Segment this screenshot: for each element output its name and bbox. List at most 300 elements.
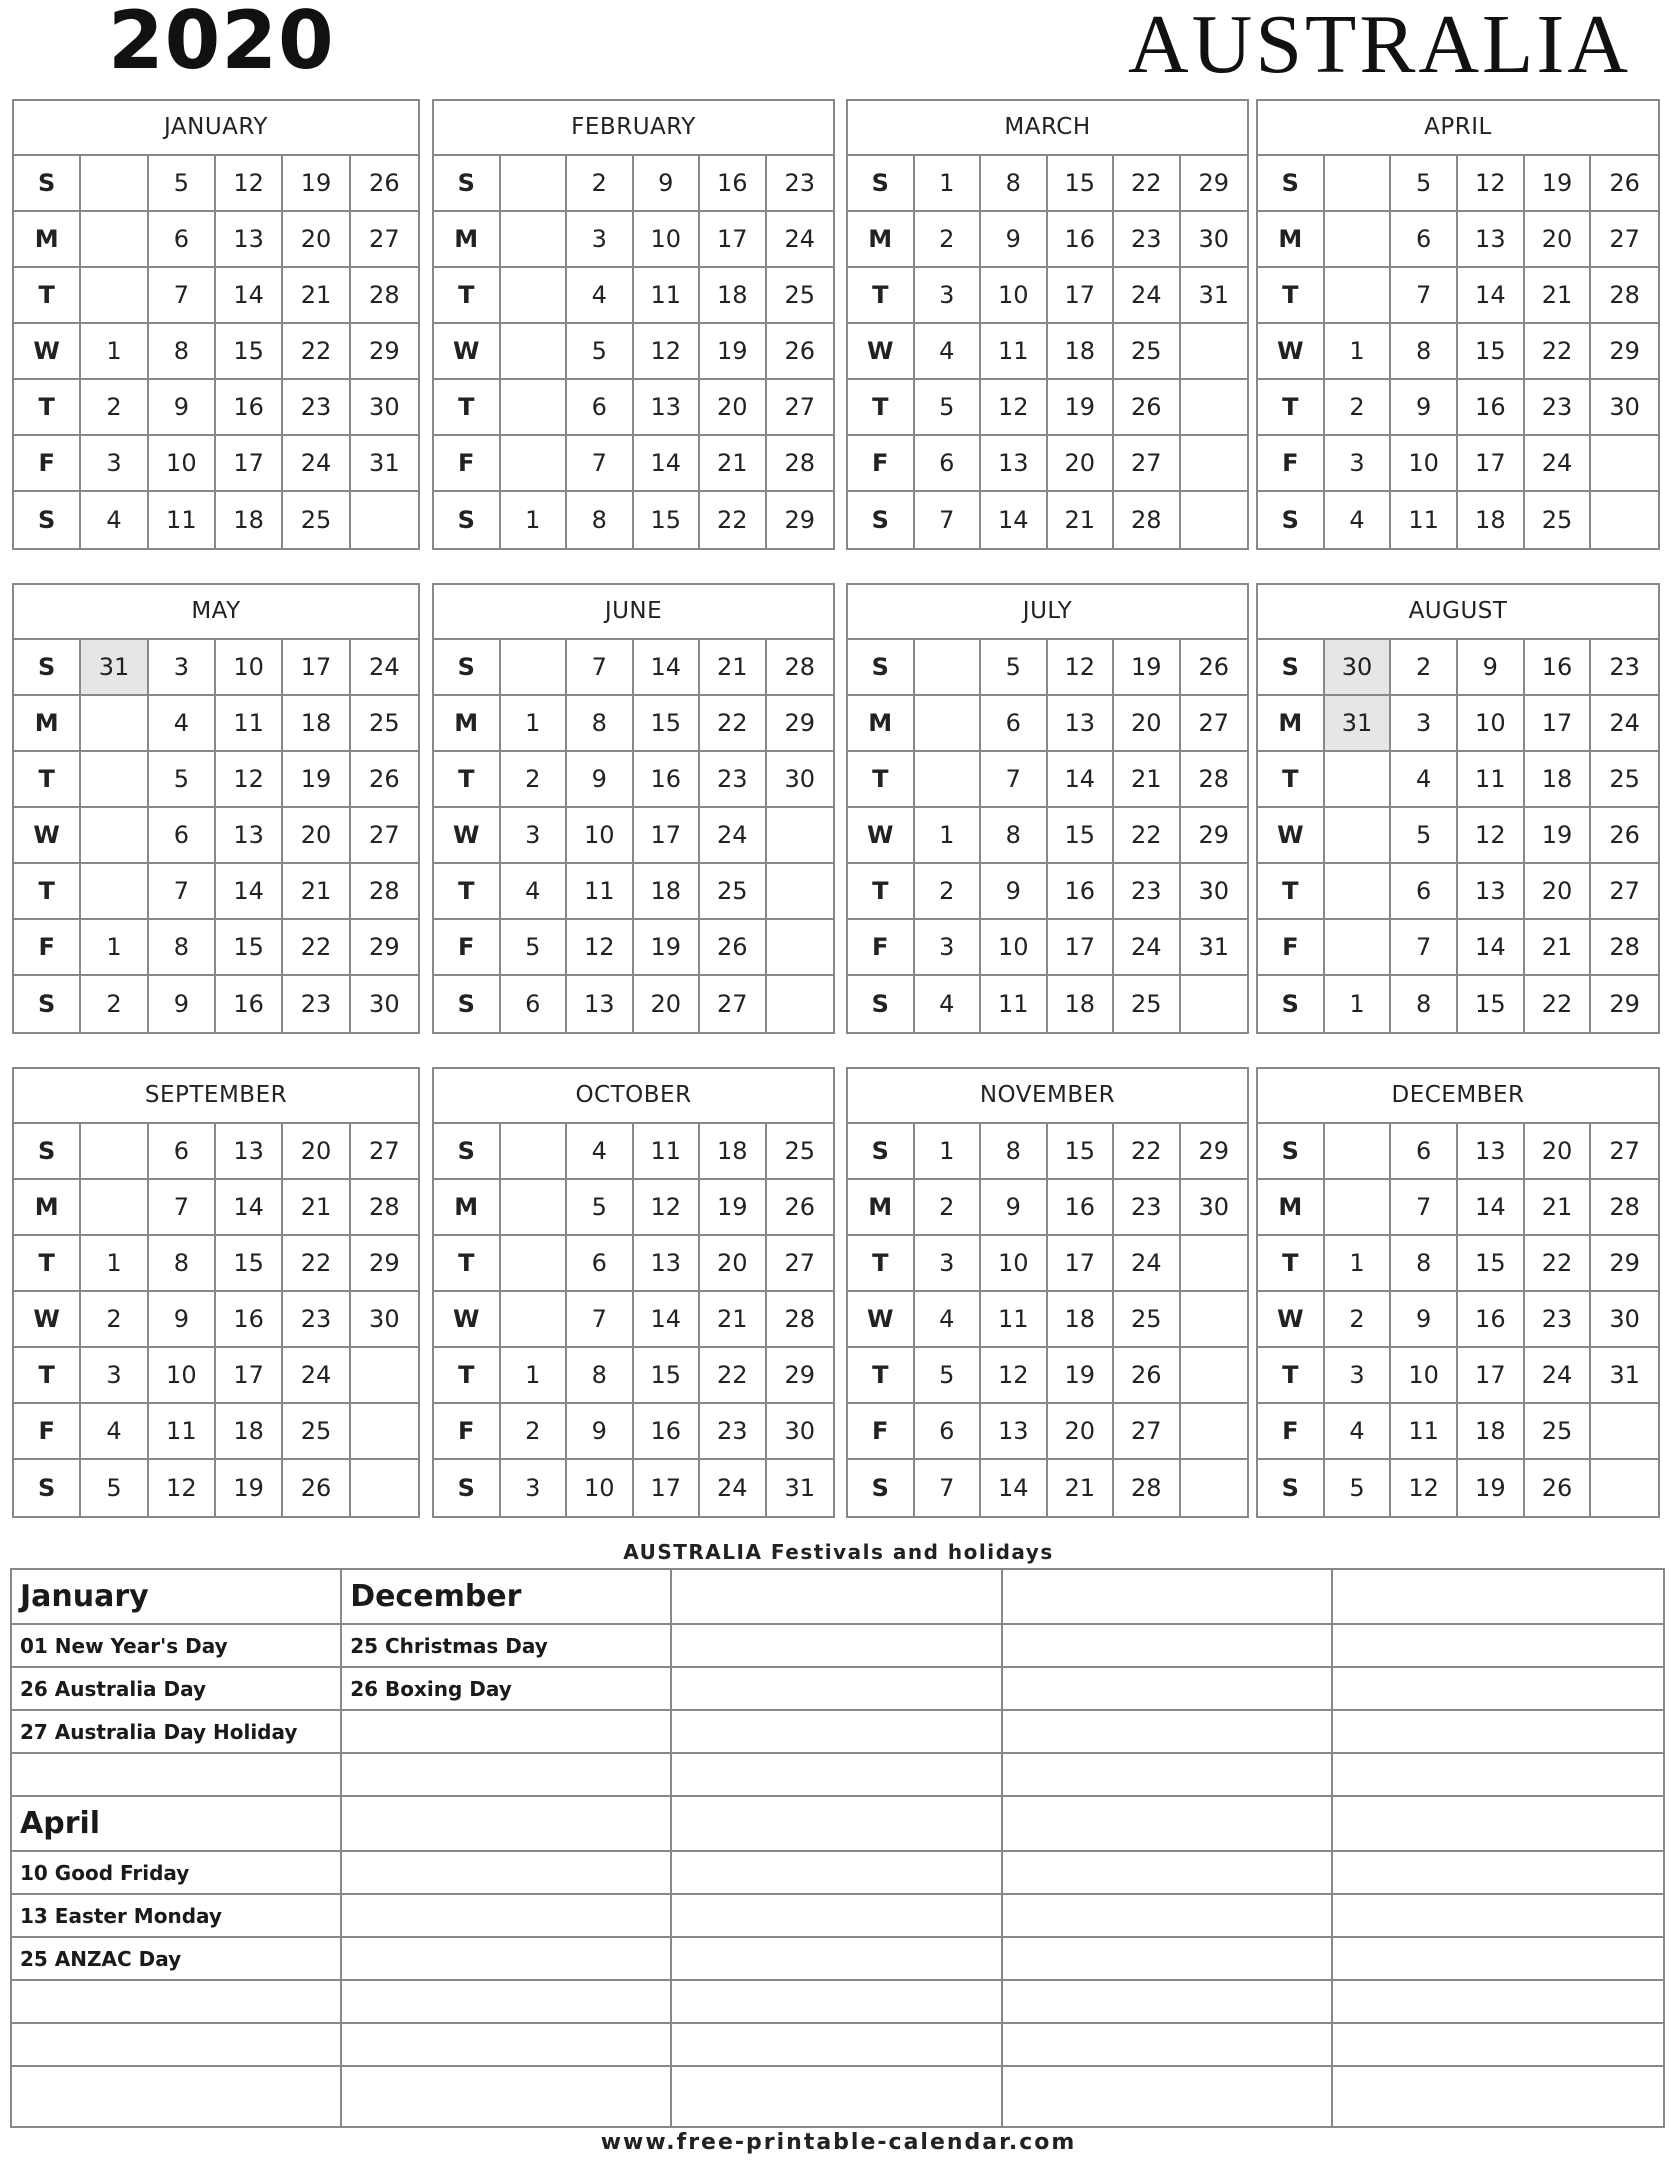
day-cell: 24 (700, 808, 767, 864)
day-cell: 11 (216, 696, 283, 752)
weekday-initial: S (434, 1460, 501, 1516)
empty-day-cell (351, 1348, 418, 1404)
weekday-initial: W (1258, 324, 1325, 380)
day-cell: 12 (149, 1460, 216, 1516)
day-cell: 21 (1525, 268, 1592, 324)
day-cell: 2 (81, 976, 148, 1032)
day-cell: 29 (1181, 808, 1248, 864)
blank-row (1003, 1852, 1331, 1895)
day-cell: 19 (700, 1180, 767, 1236)
month-title: MAY (14, 585, 418, 640)
day-cell: 20 (700, 1236, 767, 1292)
month-july (846, 583, 1249, 1034)
empty-day-cell (1181, 1404, 1248, 1460)
empty-day-cell (81, 752, 148, 808)
day-cell: 25 (1525, 1404, 1592, 1460)
day-cell: 27 (1181, 696, 1248, 752)
day-cell: 16 (1048, 1180, 1115, 1236)
day-cell: 9 (567, 752, 634, 808)
empty-day-cell (1181, 380, 1248, 436)
day-cell: 3 (81, 436, 148, 492)
weekday-initial: S (434, 1124, 501, 1180)
empty-day-cell (501, 268, 568, 324)
day-cell: 18 (1458, 1404, 1525, 1460)
day-cell: 13 (1458, 1124, 1525, 1180)
month-day-grid (1258, 640, 1658, 1032)
day-cell: 15 (634, 492, 701, 548)
month-november (846, 1067, 1249, 1518)
blank-row (1003, 1938, 1331, 1981)
weekday-initial: S (848, 640, 915, 696)
weekday-initial: S (14, 1124, 81, 1180)
month-may (12, 583, 420, 1034)
day-cell: 14 (634, 640, 701, 696)
day-cell: 2 (915, 1180, 982, 1236)
weekday-initial: F (14, 436, 81, 492)
day-cell: 14 (1048, 752, 1115, 808)
empty-day-cell (1591, 492, 1658, 548)
empty-day-cell (501, 156, 568, 212)
day-cell: 28 (1591, 920, 1658, 976)
day-cell: 25 (767, 268, 834, 324)
blank-row (12, 1981, 340, 2024)
weekday-initial: S (434, 156, 501, 212)
empty-day-cell (501, 1236, 568, 1292)
day-cell: 23 (1525, 380, 1592, 436)
day-cell: 7 (1391, 920, 1458, 976)
day-cell: 9 (981, 212, 1048, 268)
empty-day-cell (501, 640, 568, 696)
day-cell: 9 (981, 1180, 1048, 1236)
day-cell: 25 (1591, 752, 1658, 808)
day-cell: 10 (1391, 436, 1458, 492)
empty-day-cell (81, 696, 148, 752)
blank-row (1333, 1938, 1663, 1981)
blank-row (1333, 1754, 1663, 1797)
month-title: SEPTEMBER (14, 1069, 418, 1124)
day-cell: 31 (784, 1474, 816, 1502)
weekday-initial: T (1258, 380, 1325, 436)
blank-row (672, 1625, 1000, 1668)
day-cell: 18 (216, 1404, 283, 1460)
weekday-initial: S (14, 1460, 81, 1516)
day-cell: 27 (351, 212, 418, 268)
footer-url: www.free-printable-calendar.com (600, 2130, 1077, 2155)
day-cell: 5 (1391, 156, 1458, 212)
day-cell: 1 (501, 696, 568, 752)
day-cell: 10 (981, 1236, 1048, 1292)
day-cell: 13 (634, 1236, 701, 1292)
day-cell: 15 (216, 920, 283, 976)
weekday-initial: M (434, 1180, 501, 1236)
blank-row (1003, 1711, 1331, 1754)
day-cell: 11 (567, 864, 634, 920)
day-cell: 30 (1591, 1292, 1658, 1348)
weekday-initial: T (848, 268, 915, 324)
day-cell: 5 (149, 752, 216, 808)
day-cell: 22 (283, 1236, 350, 1292)
day-cell: 11 (981, 324, 1048, 380)
day-cell: 21 (1525, 920, 1592, 976)
day-cell: 5 (915, 1348, 982, 1404)
day-cell: 31 (81, 640, 148, 696)
day-cell: 1 (915, 156, 982, 212)
day-cell: 3 (1325, 1348, 1392, 1404)
day-cell: 29 (1591, 324, 1658, 380)
empty-day-cell (1181, 1292, 1248, 1348)
day-cell: 16 (1048, 212, 1115, 268)
day-cell: 23 (700, 1404, 767, 1460)
blank-row (672, 1938, 1000, 1981)
month-title: APRIL (1258, 101, 1658, 156)
day-cell: 31 (1325, 696, 1392, 752)
blank-row (672, 2067, 1000, 2126)
day-cell: 29 (1609, 990, 1640, 1018)
day-cell: 29 (767, 696, 834, 752)
weekday-initial: M (14, 696, 81, 752)
weekday-initial: S (848, 492, 915, 548)
day-cell: 3 (1391, 696, 1458, 752)
blank-row (1003, 2067, 1331, 2126)
day-cell: 10 (567, 1460, 634, 1516)
blank-row (1333, 1852, 1663, 1895)
day-cell: 20 (1048, 436, 1115, 492)
day-cell: 7 (1391, 1180, 1458, 1236)
empty-day-cell (915, 696, 982, 752)
day-cell: 25 (283, 1404, 350, 1460)
day-cell: 4 (1391, 752, 1458, 808)
weekday-initial: M (14, 1180, 81, 1236)
weekday-initial: T (14, 1348, 81, 1404)
month-title: AUGUST (1258, 585, 1658, 640)
day-cell: 2 (81, 380, 148, 436)
day-cell: 25 (1114, 976, 1181, 1032)
day-cell: 13 (1048, 696, 1115, 752)
day-cell: 16 (700, 156, 767, 212)
weekday-initial: S (1258, 492, 1325, 548)
weekday-initial: S (848, 1460, 915, 1516)
day-cell: 4 (915, 976, 982, 1032)
day-cell: 30 (351, 380, 418, 436)
day-cell: 12 (216, 156, 283, 212)
day-cell: 22 (700, 696, 767, 752)
weekday-initial: T (14, 1236, 81, 1292)
blank-row (1003, 1754, 1331, 1797)
day-cell: 21 (283, 268, 350, 324)
weekday-initial: M (1258, 1180, 1325, 1236)
day-cell: 21 (700, 1292, 767, 1348)
day-cell: 25 (767, 1124, 834, 1180)
day-cell: 17 (1458, 1348, 1525, 1404)
day-cell: 18 (700, 1124, 767, 1180)
day-cell: 11 (1391, 1404, 1458, 1460)
day-cell: 12 (216, 752, 283, 808)
month-day-grid (1258, 156, 1658, 548)
empty-day-cell (501, 1292, 568, 1348)
month-day-grid (848, 156, 1247, 548)
day-cell: 2 (501, 1404, 568, 1460)
day-cell: 14 (634, 1292, 701, 1348)
day-cell: 7 (915, 1460, 982, 1516)
empty-day-cell (501, 324, 568, 380)
month-february (432, 99, 835, 550)
empty-day-cell (81, 268, 148, 324)
day-cell: 8 (1391, 976, 1458, 1032)
day-cell: 31 (351, 436, 418, 492)
day-cell: 23 (283, 976, 350, 1032)
day-cell: 27 (767, 1236, 834, 1292)
day-cell: 13 (634, 380, 701, 436)
day-cell: 10 (149, 1348, 216, 1404)
day-cell: 17 (1525, 696, 1592, 752)
day-cell: 1 (1325, 976, 1392, 1032)
day-cell: 21 (700, 436, 767, 492)
blank-row (12, 2024, 340, 2067)
day-cell: 11 (981, 1292, 1048, 1348)
day-cell: 29 (784, 506, 816, 534)
day-cell: 9 (1391, 1292, 1458, 1348)
day-cell: 26 (1114, 1348, 1181, 1404)
day-cell: 8 (1391, 1236, 1458, 1292)
day-cell: 11 (149, 492, 216, 548)
day-cell: 28 (767, 640, 834, 696)
holiday-column (1333, 1570, 1663, 2126)
weekday-initial: S (434, 976, 501, 1032)
blank-row (1333, 1668, 1663, 1711)
day-cell: 9 (567, 1404, 634, 1460)
day-cell: 27 (351, 808, 418, 864)
weekday-initial: W (848, 1292, 915, 1348)
month-day-grid (434, 640, 833, 1032)
day-cell: 27 (351, 1124, 418, 1180)
day-cell: 15 (1458, 324, 1525, 380)
day-cell: 29 (351, 324, 418, 380)
day-cell: 13 (567, 976, 634, 1032)
day-cell: 20 (283, 212, 350, 268)
month-october (432, 1067, 835, 1518)
day-cell: 5 (501, 920, 568, 976)
month-january (12, 99, 420, 550)
day-cell: 3 (149, 640, 216, 696)
day-cell: 12 (981, 380, 1048, 436)
day-cell: 15 (1048, 1124, 1115, 1180)
day-cell: 28 (351, 268, 418, 324)
holiday-column (672, 1570, 1002, 2126)
year-title: 2020 (108, 0, 335, 87)
day-cell: 22 (1114, 156, 1181, 212)
month-title: NOVEMBER (848, 1069, 1247, 1124)
day-cell: 19 (283, 752, 350, 808)
blank-row (672, 1668, 1000, 1711)
day-cell: 4 (81, 1404, 148, 1460)
month-june (432, 583, 835, 1034)
weekday-initial: S (848, 976, 915, 1032)
day-cell: 3 (915, 920, 982, 976)
day-cell: 6 (149, 808, 216, 864)
weekday-initial: S (434, 640, 501, 696)
day-cell: 5 (915, 380, 982, 436)
empty-day-cell (1181, 436, 1248, 492)
weekday-initial: T (848, 1348, 915, 1404)
day-cell: 6 (149, 212, 216, 268)
day-cell: 26 (700, 920, 767, 976)
day-cell: 24 (1525, 436, 1592, 492)
day-cell: 16 (634, 752, 701, 808)
day-cell: 6 (915, 1404, 982, 1460)
empty-day-cell (1591, 1460, 1658, 1516)
holidays-heading: AUSTRALIA Festivals and holidays (623, 1540, 1054, 1564)
day-cell: 5 (567, 324, 634, 380)
day-cell: 24 (283, 1348, 350, 1404)
day-cell: 27 (1114, 436, 1181, 492)
day-cell: 21 (1048, 1460, 1115, 1516)
holiday-entry: 25 ANZAC Day (12, 1938, 340, 1981)
weekday-initial: W (434, 808, 501, 864)
country-title: AUSTRALIA (1128, 0, 1631, 91)
blank-row (1333, 1797, 1663, 1852)
day-cell: 19 (634, 920, 701, 976)
day-cell: 23 (1114, 212, 1181, 268)
weekday-initial: T (1258, 268, 1325, 324)
empty-day-cell (1181, 1348, 1248, 1404)
weekday-initial: F (848, 920, 915, 976)
day-cell: 6 (1391, 864, 1458, 920)
day-cell: 26 (351, 752, 418, 808)
day-cell: 19 (1525, 156, 1592, 212)
weekday-initial: T (848, 864, 915, 920)
day-cell: 1 (1325, 324, 1392, 380)
day-cell: 24 (1525, 1348, 1592, 1404)
day-cell: 21 (283, 1180, 350, 1236)
day-cell: 19 (1525, 808, 1592, 864)
day-cell: 25 (1525, 492, 1592, 548)
holiday-month-heading: April (12, 1797, 340, 1852)
weekday-initial: W (434, 324, 501, 380)
weekday-initial: T (434, 864, 501, 920)
day-cell: 28 (351, 864, 418, 920)
weekday-initial: T (434, 752, 501, 808)
day-cell: 16 (1525, 640, 1592, 696)
weekday-initial: W (434, 1292, 501, 1348)
weekday-initial: S (1258, 640, 1325, 696)
day-cell: 2 (1325, 1292, 1392, 1348)
day-cell: 26 (767, 324, 834, 380)
day-cell: 14 (216, 864, 283, 920)
day-cell: 23 (700, 752, 767, 808)
empty-day-cell (501, 380, 568, 436)
empty-day-cell (1325, 808, 1392, 864)
day-cell: 4 (915, 1292, 982, 1348)
weekday-initial: W (1258, 1292, 1325, 1348)
day-cell: 17 (1048, 268, 1115, 324)
weekday-initial: T (848, 1236, 915, 1292)
day-cell: 7 (149, 864, 216, 920)
day-cell: 27 (767, 380, 834, 436)
blank-row (672, 2024, 1000, 2067)
blank-row (342, 2067, 670, 2126)
day-cell: 6 (149, 1124, 216, 1180)
day-cell: 11 (634, 268, 701, 324)
day-cell: 8 (1391, 324, 1458, 380)
day-cell: 13 (216, 808, 283, 864)
weekday-initial: W (14, 1292, 81, 1348)
day-cell: 5 (567, 1180, 634, 1236)
month-day-grid (434, 1124, 833, 1516)
empty-day-cell (351, 1460, 418, 1516)
day-cell: 2 (81, 1292, 148, 1348)
blank-row (342, 1895, 670, 1938)
day-cell: 27 (1591, 1124, 1658, 1180)
day-cell: 30 (1181, 864, 1248, 920)
empty-day-cell (1181, 976, 1248, 1032)
holiday-entry: 26 Australia Day (12, 1668, 340, 1711)
weekday-initial: F (1258, 436, 1325, 492)
day-cell: 11 (1391, 492, 1458, 548)
weekday-initial: M (434, 696, 501, 752)
day-cell: 26 (767, 1180, 834, 1236)
empty-day-cell (351, 1404, 418, 1460)
day-cell: 12 (634, 1180, 701, 1236)
blank-row (1003, 2024, 1331, 2067)
day-cell: 9 (981, 864, 1048, 920)
empty-day-cell (81, 1180, 148, 1236)
day-cell: 7 (981, 752, 1048, 808)
day-cell: 1 (501, 1348, 568, 1404)
day-cell: 5 (1325, 1460, 1392, 1516)
weekday-initial: M (434, 212, 501, 268)
day-cell: 4 (81, 492, 148, 548)
month-september (12, 1067, 420, 1518)
day-cell: 17 (634, 808, 701, 864)
weekday-initial: T (1258, 864, 1325, 920)
day-cell: 30 (1325, 640, 1392, 696)
weekday-initial: T (1258, 1236, 1325, 1292)
blank-row (672, 1895, 1000, 1938)
empty-day-cell (1325, 864, 1392, 920)
blank-row (1003, 1570, 1331, 1625)
day-cell: 22 (1114, 808, 1181, 864)
weekday-initial: T (848, 380, 915, 436)
weekday-initial: M (1258, 696, 1325, 752)
holiday-entry: 25 Christmas Day (342, 1625, 670, 1668)
weekday-initial: T (434, 1236, 501, 1292)
blank-row (1003, 1797, 1331, 1852)
day-cell: 15 (1048, 808, 1115, 864)
empty-day-cell (1325, 1180, 1392, 1236)
day-cell: 3 (915, 1236, 982, 1292)
day-cell: 28 (1591, 268, 1658, 324)
day-cell: 14 (1458, 268, 1525, 324)
day-cell: 3 (501, 808, 568, 864)
empty-day-cell (81, 864, 148, 920)
weekday-initial: M (14, 212, 81, 268)
day-cell: 23 (1114, 1180, 1181, 1236)
day-cell: 13 (981, 436, 1048, 492)
day-cell: 10 (216, 640, 283, 696)
weekday-initial: F (434, 1404, 501, 1460)
empty-day-cell (1325, 212, 1392, 268)
day-cell: 6 (567, 1236, 634, 1292)
day-cell: 18 (1525, 752, 1592, 808)
weekday-initial: T (14, 752, 81, 808)
weekday-initial: T (14, 380, 81, 436)
day-cell: 13 (981, 1404, 1048, 1460)
day-cell: 19 (1048, 380, 1115, 436)
weekday-initial: S (434, 492, 501, 548)
day-cell: 30 (369, 990, 400, 1018)
day-cell: 9 (1391, 380, 1458, 436)
empty-day-cell (915, 640, 982, 696)
